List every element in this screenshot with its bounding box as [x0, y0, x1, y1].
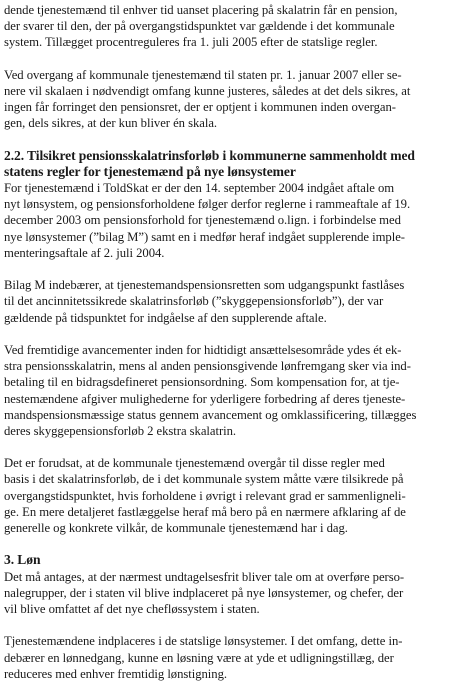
paragraph [4, 569, 450, 618]
paragraph-spacing [4, 261, 450, 277]
text-line: menteringsaftale af 2. juli 2004. [4, 245, 165, 260]
text-line: basis i det skalatrinsforløb, de i det kommunale system måtte være tilsikrede på [4, 472, 404, 487]
paragraph [4, 455, 450, 536]
paragraph-spacing [4, 536, 450, 552]
paragraph [4, 2, 450, 51]
text-line: mandspensionsmæssige status gennem avancement og omklassificering, tillægges [4, 407, 417, 422]
text-line: ingen får forringet den pensionsret, der er optjent i kommunen inden overgan- [4, 100, 396, 115]
text-line: generelle og konkrete vilkår, de kommunale tjenestemænd har i dag. [4, 521, 348, 535]
text-line: nyt lønsystem, og pensionsforholdene følger derfor reglerne i rammeaftale af 19. [4, 197, 411, 212]
text-line: Ved overgang af kommunale tjenestemænd til staten pr. 1. januar 2007 eller se- [4, 67, 402, 82]
text-line: ge. En mere detaljeret fastlæggelse heraf må bero på en nærmere afklaring af de [4, 504, 406, 519]
text-line: system. Tillægget procentreguleres fra 1. juli 2005 efter de statslige regler. [4, 35, 378, 50]
section-heading [4, 552, 450, 568]
text-line: gældende på tidspunktet for indgåelse af den supplerende aftale. [4, 310, 327, 325]
paragraph-spacing [4, 617, 450, 633]
text-line: Ved fremtidige avancementer inden for hidtidigt ansættelsesområde ydes ét ek- [4, 342, 402, 357]
text-line: overgangstidspunktet, hvis forholdene i øvrigt i relevant grad er sammenligneli- [4, 488, 406, 503]
text-line: stra pensionsskalatrin, mens al anden pensionsgivende lønfremgang sker via ind- [4, 359, 411, 374]
text-line: nalegrupper, der i staten vil blive indplaceret på nye lønsystemer, og chefer, der [4, 585, 404, 600]
text-line: betaling til en bidragsdefineret pensionsordning. Som kompensation for, at tje- [4, 375, 400, 390]
text-line: gen, dels sikres, at der kun bliver én skala. [4, 116, 218, 131]
text-line: nere vil skalaen i nødvendigt omfang kunne justeres, således at det dels sikres, at [4, 83, 411, 98]
paragraph [4, 67, 450, 132]
paragraph [4, 180, 450, 261]
paragraph [4, 277, 450, 326]
text-line: nye lønsystemer (”bilag M”) samt en i medfør heraf indgået supplerende imple- [4, 229, 405, 244]
paragraph-spacing [4, 51, 450, 67]
text-line: debærer en lønnedgang, kunne en løsning være at yde et udligningstillæg, der [4, 650, 394, 665]
paragraph-spacing [4, 326, 450, 342]
text-line: For tjenestemænd i ToldSkat er der den 14. september 2004 indgået aftale om [4, 181, 395, 196]
document-page [4, 2, 450, 682]
paragraph [4, 342, 450, 439]
text-line: Det er forudsat, at de kommunale tjenestemænd overgår til disse regler med [4, 456, 385, 471]
text-line: vil blive omfattet af det nye chefløssystem i staten. [4, 601, 260, 616]
text-line: december 2003 om pensionsforhold for tjenestemænd o.lign. i forbindelse med [4, 213, 401, 228]
text-line: dende tjenestemænd til enhver tid uanset placering på skalatrin får en pension, [4, 3, 398, 17]
text-line: deres skyggepensionsforløb 2 ekstra skalatrin. [4, 423, 237, 438]
text-line: til det ancinnitetssikrede skalatrinsforløb (”skyggepensionsforløb”), der var [4, 294, 384, 309]
text-line: Bilag M indebærer, at tjenestemandspensionsretten som udgangspunkt fastlåses [4, 278, 405, 293]
heading-line: 3. Løn [4, 552, 41, 568]
text-line: reduceres med enhver fremtidig lønstigning. [4, 666, 227, 681]
text-line: der svarer til den, der på overgangstidspunktet var gældende i det kommunale [4, 19, 395, 34]
paragraph-spacing [4, 132, 450, 148]
text-line: Det må antages, at der nærmest undtagelsesfrit bliver tale om at overføre perso- [4, 569, 405, 584]
heading-line: 2.2. Tilsikret pensionsskalatrinsforløb i kommunerne sammenholdt med [4, 147, 415, 163]
text-line: nestemændene afgiver mulighederne for yderligere forbedring af deres tjeneste- [4, 391, 406, 406]
heading-line: statens regler for tjenestemænd på nye lønsystemer [4, 163, 296, 179]
section-heading [4, 148, 450, 180]
text-line: Tjenestemændene indplaceres i de statslige lønsystemer. I det omfang, dette in- [4, 634, 403, 649]
paragraph-spacing [4, 439, 450, 455]
paragraph [4, 633, 450, 682]
